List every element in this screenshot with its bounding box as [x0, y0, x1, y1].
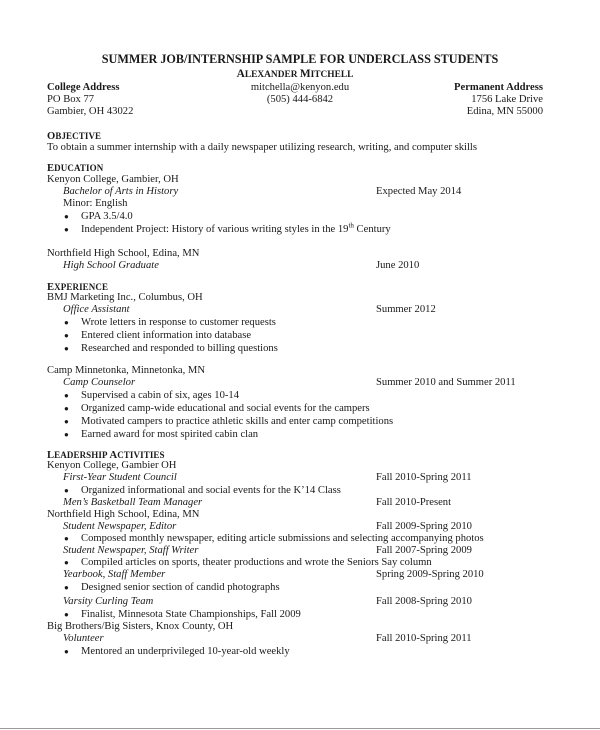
candidate-name [0, 68, 590, 81]
leadership-org-2: Northfield High School, Edina, MN [47, 509, 200, 520]
leadership-role: Student Newspaper, Editor [63, 521, 177, 532]
leadership-role: Volunteer [63, 633, 104, 644]
permanent-address-line1: 1756 Lake Drive [471, 94, 543, 105]
leadership-role: Men’s Basketball Team Manager [63, 497, 203, 508]
education-project: Independent Project: History of various writing styles in the 19th Century [81, 221, 391, 235]
leadership-bullet: Mentored an underprivileged 10-year-old weekly [81, 646, 290, 657]
bullet-icon: ● [64, 558, 69, 567]
job2-bullet: Supervised a cabin of six, ages 10-14 [81, 390, 239, 401]
job1-date: Summer 2012 [376, 304, 436, 315]
document-title: SUMMER JOB/INTERNSHIP SAMPLE FOR UNDERCLASS STUDENTS [101, 52, 499, 66]
leadership-date: Fall 2010-Present [376, 497, 452, 508]
job1-title: Office Assistant [63, 304, 130, 315]
leadership-bullet: Finalist, Minnesota State Championships, Fall 2009 [81, 609, 301, 620]
objective-text: To obtain a summer internship with a daily newspaper utilizing research, writing, and computer skills [47, 142, 477, 153]
education-degree: Bachelor of Arts in History [63, 186, 179, 197]
bullet-icon: ● [64, 583, 69, 592]
job2-bullet: Motivated campers to practice athletic skills and enter camp competitions [81, 416, 394, 427]
education-school-2: Northfield High School, Edina, MN [47, 248, 200, 259]
name-last-rest: ITCHELL [310, 70, 354, 80]
leadership-org-3: Big Brothers/Big Sisters, Knox County, OH [47, 621, 234, 632]
job1-org: BMJ Marketing Inc., Columbus, OH [47, 292, 203, 303]
leadership-org-1: Kenyon College, Gambier OH [47, 460, 177, 471]
bullet-icon: ● [64, 331, 69, 340]
job1-bullet: Wrote letters in response to customer requests [81, 317, 276, 328]
bullet-icon: ● [64, 212, 69, 221]
leadership-bullet: Compiled articles on sports, theater productions and wrote the Seniors Say column [81, 557, 432, 568]
leadership-date: Fall 2010-Spring 2011 [376, 472, 472, 483]
leadership-date: Fall 2010-Spring 2011 [376, 633, 472, 644]
leadership-bullet: Designed senior section of candid photographs [81, 582, 280, 593]
leadership-role: Varsity Curling Team [63, 596, 154, 607]
bullet-icon: ● [64, 417, 69, 426]
phone: (505) 444-6842 [266, 94, 334, 105]
leadership-role: Student Newspaper, Staff Writer [63, 545, 199, 556]
leadership-bullet: Organized informational and social events for the K’14 Class [81, 485, 341, 496]
job2-title: Camp Counselor [63, 377, 136, 388]
name-last-initial: M [299, 68, 311, 80]
leadership-role: First-Year Student Council [63, 472, 177, 483]
job2-bullet: Earned award for most spirited cabin clan [81, 429, 259, 440]
education-hs-degree: High School Graduate [63, 260, 159, 271]
education-minor: Minor: English [63, 198, 128, 209]
email: mitchella@kenyon.edu [250, 82, 350, 93]
leadership-role: Yearbook, Staff Member [63, 569, 166, 580]
college-address-line2: Gambier, OH 43022 [47, 106, 134, 117]
college-address-line1: PO Box 77 [47, 94, 95, 105]
leadership-date: Fall 2007-Spring 2009 [376, 545, 472, 556]
bullet-icon: ● [64, 318, 69, 327]
leadership-date: Spring 2009-Spring 2010 [376, 569, 484, 580]
permanent-address-label: Permanent Address [454, 82, 543, 93]
bullet-icon: ● [64, 610, 69, 619]
leadership-bullet: Composed monthly newspaper, editing article submissions and selecting accompanying photos [81, 533, 484, 544]
job1-bullet: Researched and responded to billing questions [81, 343, 278, 354]
bullet-icon: ● [64, 225, 69, 234]
education-heading: EDUCATION [47, 163, 104, 174]
objective-heading: OBJECTIVE [47, 131, 102, 142]
bullet-icon: ● [64, 647, 69, 656]
education-expected-date: Expected May 2014 [376, 186, 462, 197]
leadership-date: Fall 2009-Spring 2010 [376, 521, 472, 532]
job2-bullet: Organized camp-wide educational and social events for the campers [81, 403, 370, 414]
job1-bullet: Entered client information into database [81, 330, 252, 341]
permanent-address-line2: Edina, MN 55000 [466, 106, 543, 117]
leadership-heading: LEADERSHIP ACTIVITIES [47, 450, 165, 461]
experience-heading: EXPERIENCE [47, 282, 109, 293]
college-address-label: College Address [47, 82, 120, 93]
leadership-date: Fall 2008-Spring 2010 [376, 596, 472, 607]
bullet-icon: ● [64, 391, 69, 400]
job2-date: Summer 2010 and Summer 2011 [376, 377, 516, 388]
education-gpa: GPA 3.5/4.0 [81, 211, 133, 222]
name-first-rest: LEXANDER [244, 70, 300, 80]
job2-org: Camp Minnetonka, Minnetonka, MN [47, 365, 206, 376]
page-bottom-edge [0, 728, 600, 729]
education-hs-date: June 2010 [376, 260, 420, 271]
education-school-1: Kenyon College, Gambier, OH [47, 174, 179, 185]
bullet-icon: ● [64, 486, 69, 495]
bullet-icon: ● [64, 344, 69, 353]
name-initial: A [236, 68, 245, 80]
bullet-icon: ● [64, 430, 69, 439]
bullet-icon: ● [64, 404, 69, 413]
bullet-icon: ● [64, 534, 69, 543]
